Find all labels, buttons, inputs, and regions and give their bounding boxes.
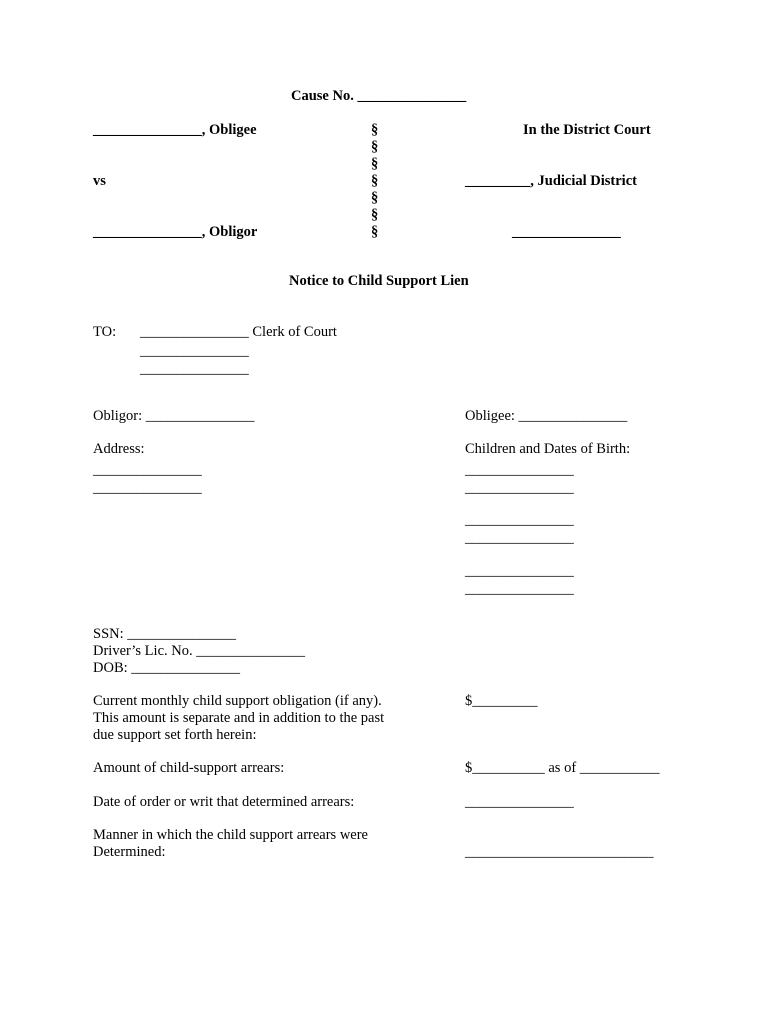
children-label: Children and Dates of Birth: — [465, 441, 631, 457]
manner-label: Determined: — [93, 844, 166, 860]
current-obligation-label: This amount is separate and in addition to the past — [93, 710, 385, 726]
arrears-label: Amount of child-support arrears: — [93, 760, 285, 776]
order-date-value: _______________ — [465, 794, 574, 810]
obligor-field: Obligor: _______________ — [93, 408, 255, 424]
document-title: Notice to Child Support Lien — [289, 273, 469, 289]
obligee-caption: _______________, Obligee — [93, 122, 257, 138]
current-obligation-label: Current monthly child support obligation (if any). — [93, 693, 382, 709]
section-mark: § — [371, 190, 379, 206]
obligor-caption: _______________, Obligor — [93, 224, 258, 240]
obligee-field: Obligee: _______________ — [465, 408, 628, 424]
child-line: _______________ — [465, 462, 574, 478]
court-name: In the District Court — [523, 122, 651, 138]
county-blank: _______________ — [512, 224, 621, 240]
section-mark: § — [371, 207, 379, 223]
child-line: _______________ — [465, 530, 574, 546]
to-clerk-line: _______________ Clerk of Court — [140, 324, 337, 340]
child-line: _______________ — [465, 581, 574, 597]
child-line: _______________ — [465, 563, 574, 579]
section-mark: § — [371, 224, 379, 240]
section-mark: § — [371, 173, 379, 189]
manner-value: __________________________ — [465, 844, 654, 860]
section-mark: § — [371, 122, 379, 138]
current-obligation-value: $_________ — [465, 693, 538, 709]
vs-label: vs — [93, 173, 106, 189]
dob-field: DOB: _______________ — [93, 660, 241, 676]
section-mark: § — [371, 156, 379, 172]
to-address-line: _______________ — [140, 361, 249, 377]
arrears-value: $__________ as of ___________ — [465, 760, 660, 776]
to-address-line: _______________ — [140, 343, 249, 359]
section-mark: § — [371, 139, 379, 155]
judicial-district: _________, Judicial District — [465, 173, 637, 189]
manner-label: Manner in which the child support arrears were — [93, 827, 368, 843]
address-line: _______________ — [93, 462, 202, 478]
drivers-license-field: Driver’s Lic. No. _______________ — [93, 643, 305, 659]
child-line: _______________ — [465, 512, 574, 528]
child-line: _______________ — [465, 480, 574, 496]
ssn-field: SSN: _______________ — [93, 626, 237, 642]
address-line: _______________ — [93, 480, 202, 496]
current-obligation-label: due support set forth herein: — [93, 727, 257, 743]
order-date-label: Date of order or writ that determined arrears: — [93, 794, 355, 810]
to-label: TO: — [93, 324, 117, 340]
cause-number: Cause No. _______________ — [291, 88, 467, 104]
address-label: Address: — [93, 441, 145, 457]
